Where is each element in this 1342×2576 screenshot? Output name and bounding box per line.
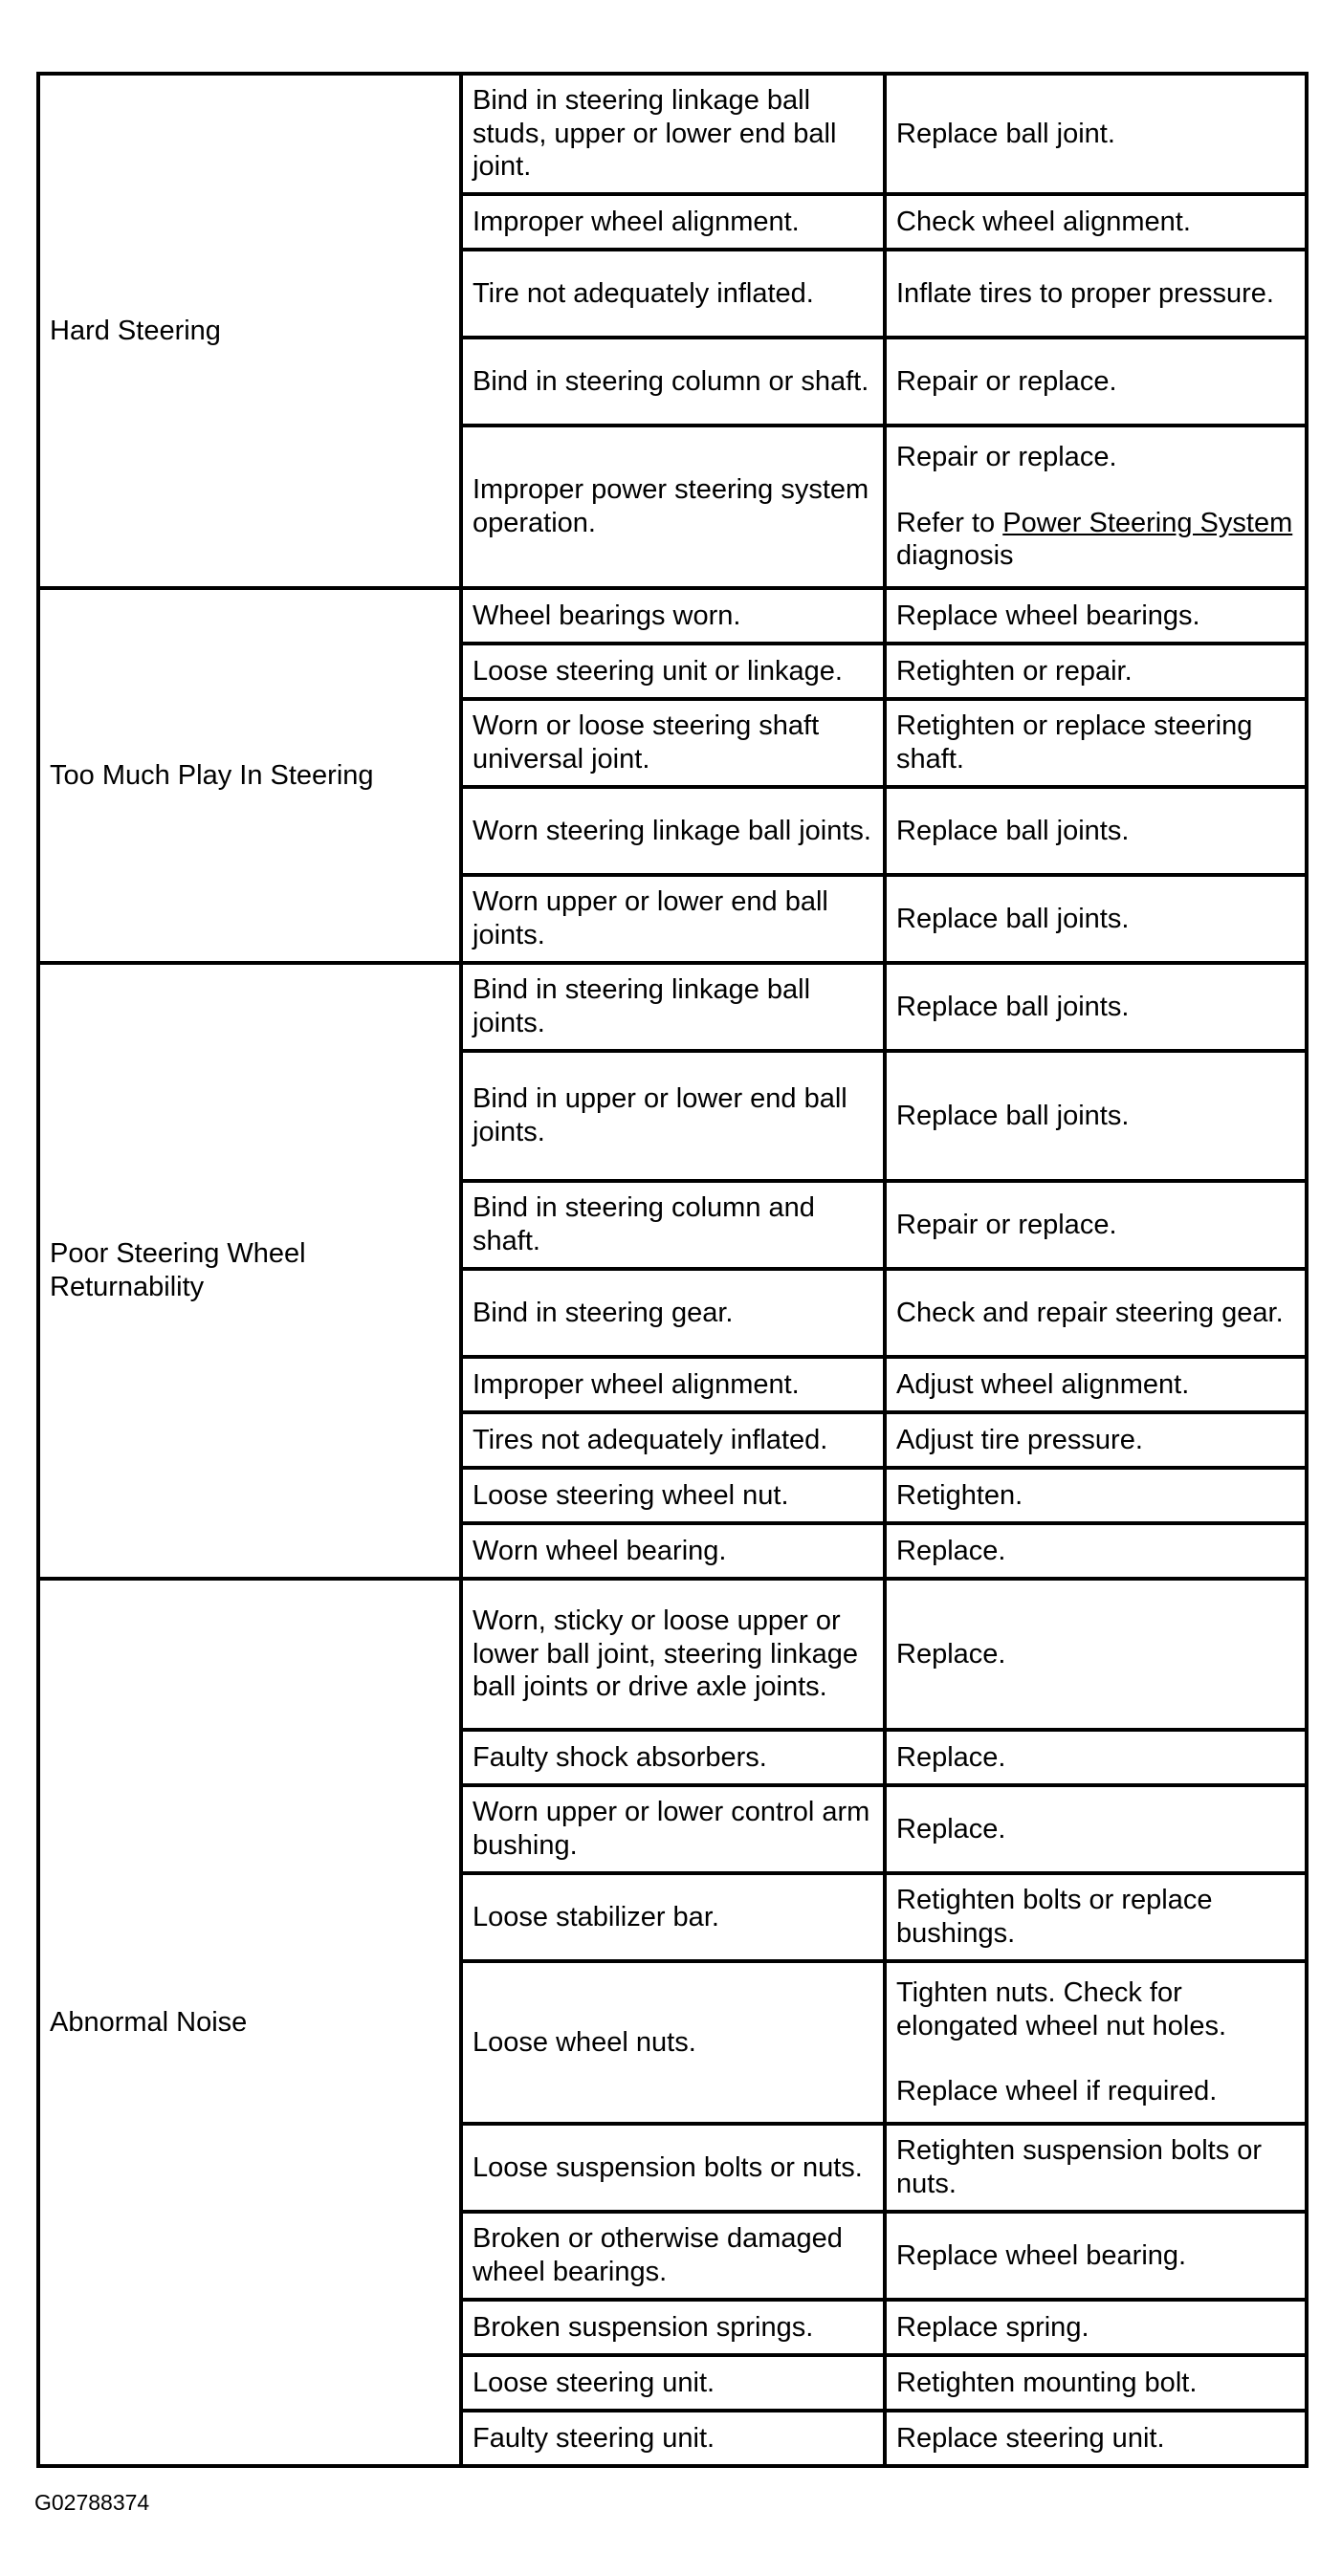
table-row — [38, 963, 1307, 1051]
correction-cell: Retighten suspension bolts or nuts. — [885, 2124, 1307, 2212]
correction-cell: Replace. — [885, 1523, 1307, 1579]
cause-cell: Wheel bearings worn. — [461, 588, 885, 644]
cause-cell: Worn, sticky or loose upper or lower ball joint, steering linkage ball joints or drive axle joints. — [461, 1579, 885, 1730]
power-steering-system-link[interactable]: Power Steering System — [1002, 507, 1293, 538]
correction-text: Repair or replace. — [896, 441, 1117, 472]
correction-cell: Replace ball joints. — [885, 787, 1307, 875]
correction-note — [896, 507, 1295, 574]
cause-cell: Worn upper or lower end ball joints. — [461, 875, 885, 963]
cause-cell: Tire not adequately inflated. — [461, 250, 885, 338]
cause-cell: Bind in steering column or shaft. — [461, 338, 885, 426]
cause-cell: Improper wheel alignment. — [461, 194, 885, 250]
correction-cell: Repair or replace. — [885, 1181, 1307, 1269]
cause-cell: Loose suspension bolts or nuts. — [461, 2124, 885, 2212]
correction-cell — [885, 426, 1307, 588]
cause-cell: Improper wheel alignment. — [461, 1357, 885, 1412]
correction-cell: Replace. — [885, 1785, 1307, 1873]
cause-cell: Broken or otherwise damaged wheel bearings. — [461, 2212, 885, 2300]
note-suffix: diagnosis — [896, 540, 1014, 572]
correction-cell: Check and repair steering gear. — [885, 1269, 1307, 1357]
figure-id: G02788374 — [34, 2490, 150, 2515]
correction-cell: Replace ball joints. — [885, 963, 1307, 1051]
cause-cell: Loose steering unit. — [461, 2355, 885, 2411]
correction-cell: Retighten or repair. — [885, 644, 1307, 699]
correction-cell: Repair or replace. — [885, 338, 1307, 426]
diagnosis-table-body — [38, 74, 1307, 2466]
correction-cell: Replace ball joints. — [885, 875, 1307, 963]
correction-text: Tighten nuts. Check for elongated wheel nut holes. — [896, 1976, 1227, 2041]
cause-cell: Bind in steering column and shaft. — [461, 1181, 885, 1269]
correction-cell: Replace ball joints. — [885, 1051, 1307, 1181]
cause-cell: Improper power steering system operation. — [461, 426, 885, 588]
correction-cell: Adjust wheel alignment. — [885, 1357, 1307, 1412]
table-row — [38, 588, 1307, 644]
cause-cell: Worn or loose steering shaft universal joint. — [461, 699, 885, 787]
cause-cell: Loose steering unit or linkage. — [461, 644, 885, 699]
cause-cell: Loose steering wheel nut. — [461, 1468, 885, 1523]
diagnosis-table — [36, 72, 1309, 2468]
table-row — [38, 1579, 1307, 1730]
correction-cell: Retighten mounting bolt. — [885, 2355, 1307, 2411]
correction-cell: Retighten bolts or replace bushings. — [885, 1873, 1307, 1961]
condition-cell: Too Much Play In Steering — [38, 588, 461, 963]
condition-cell: Poor Steering Wheel Returnability — [38, 963, 461, 1579]
correction-cell: Replace. — [885, 1730, 1307, 1785]
cause-cell: Loose stabilizer bar. — [461, 1873, 885, 1961]
cause-cell: Worn steering linkage ball joints. — [461, 787, 885, 875]
correction-cell: Adjust tire pressure. — [885, 1412, 1307, 1468]
cause-cell: Loose wheel nuts. — [461, 1961, 885, 2124]
cause-cell: Faulty shock absorbers. — [461, 1730, 885, 1785]
cause-cell: Bind in steering linkage ball studs, upper or lower end ball joint. — [461, 74, 885, 194]
cause-cell: Bind in steering gear. — [461, 1269, 885, 1357]
correction-cell: Inflate tires to proper pressure. — [885, 250, 1307, 338]
correction-cell: Replace spring. — [885, 2300, 1307, 2355]
cause-cell: Faulty steering unit. — [461, 2411, 885, 2466]
correction-cell: Replace. — [885, 1579, 1307, 1730]
correction-cell: Retighten. — [885, 1468, 1307, 1523]
cause-cell: Tires not adequately inflated. — [461, 1412, 885, 1468]
condition-cell: Abnormal Noise — [38, 1579, 461, 2466]
correction-cell: Retighten or replace steering shaft. — [885, 699, 1307, 787]
cause-cell: Worn upper or lower control arm bushing. — [461, 1785, 885, 1873]
correction-cell: Check wheel alignment. — [885, 194, 1307, 250]
cause-cell: Bind in upper or lower end ball joints. — [461, 1051, 885, 1181]
correction-cell: Replace wheel bearings. — [885, 588, 1307, 644]
correction-cell: Replace ball joint. — [885, 74, 1307, 194]
cause-cell: Bind in steering linkage ball joints. — [461, 963, 885, 1051]
note-prefix: Refer to — [896, 507, 996, 538]
correction-note: Replace wheel if required. — [896, 2076, 1218, 2107]
correction-cell: Replace wheel bearing. — [885, 2212, 1307, 2300]
cause-cell: Worn wheel bearing. — [461, 1523, 885, 1579]
cause-cell: Broken suspension springs. — [461, 2300, 885, 2355]
correction-cell: Replace steering unit. — [885, 2411, 1307, 2466]
condition-cell: Hard Steering — [38, 74, 461, 588]
table-row — [38, 74, 1307, 194]
correction-cell — [885, 1961, 1307, 2124]
